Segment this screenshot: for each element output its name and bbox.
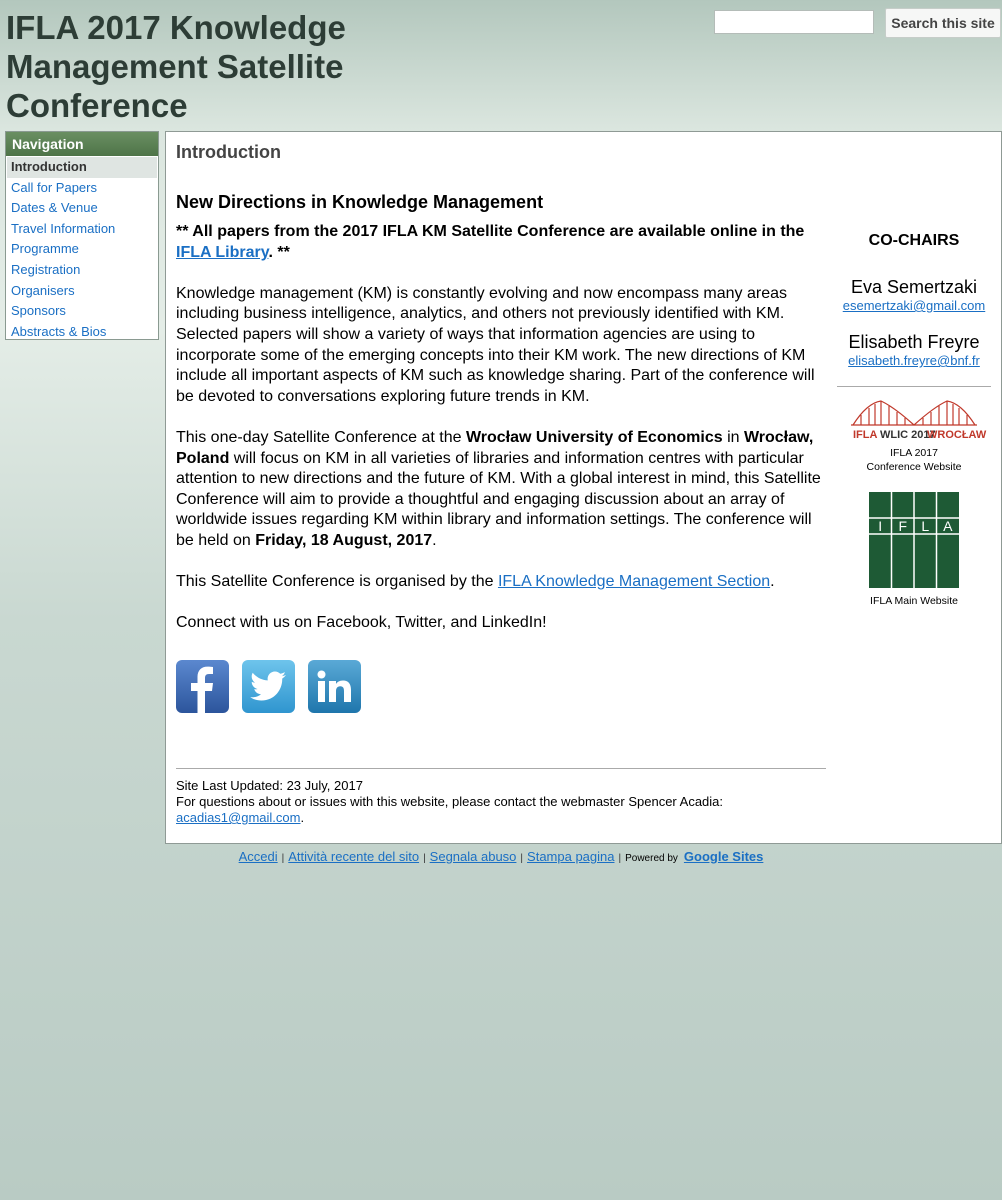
wlic-logo-city: WROCŁAW [927,429,987,441]
ifla-letter-a: A [943,518,953,534]
ifla-main-link[interactable] [836,492,992,608]
wlic-logo-ifla: IFLA [853,429,878,441]
chair-name-2: Elisabeth Freyre [848,332,980,352]
intro-paragraph: Knowledge management (KM) is constantly evolving and now encompass many areas including business intelligence, analytics, and others not previously identified with KM. Selected papers will show a variety of ways that information agencies are using to incorporate some of the emerging concepts into their KM work. The new directions of KM include all important aspects of KM such as knowledge sharing. Part of the conference will be devoted to conversations exploring future trends in KM. [176,284,815,405]
nav-item-abstracts-bios[interactable]: Abstracts & Bios [11,323,107,339]
nav-item-introduction[interactable]: Introduction [7,157,157,178]
main-column [176,192,826,654]
search-button[interactable]: Search this site [885,8,1001,38]
contact-text [176,794,736,826]
organiser-text: This Satellite Conference is organised by the [176,573,498,591]
last-updated: Site Last Updated: 23 July, 2017 [176,778,363,793]
search-input[interactable] [714,10,874,34]
announcement-text: ** All papers from the 2017 IFLA KM Satellite Conference are available online in the [176,223,805,240]
nav-item-call-for-papers[interactable]: Call for Papers [11,179,97,195]
linkedin-icon[interactable] [308,660,361,713]
ifla-caption: IFLA Main Website [870,595,958,607]
ifla-logo [869,492,959,588]
organiser-paragraph [176,572,826,593]
wlic-caption-2: Conference Website [866,461,962,473]
connect-text: Connect with us on Facebook, Twitter, and LinkedIn! [176,614,547,632]
webmaster-email-link[interactable]: acadias1@gmail.com [176,810,301,825]
navigation-header: Navigation [6,132,158,156]
wlic-logo[interactable] [836,397,992,474]
sign-in-link[interactable]: Accedi [238,849,278,864]
nav-item-programme[interactable]: Programme [11,241,79,257]
contact-suffix: . [300,810,305,825]
ifla-letter-i: I [878,518,883,534]
venue-city: Wrocław, Poland [176,428,814,467]
chair-email-1[interactable]: esemertzaki@gmail.com [842,298,986,313]
organiser-suffix: . [770,573,775,591]
wlic-bridge-logo [849,397,987,441]
cochairs-column [836,232,992,608]
powered-by-text: Powered by [625,853,678,864]
venue-text-2: in [722,428,744,446]
venue-date: Friday, 18 August, 2017 [255,531,433,549]
venue-text-3: will focus on KM in all varieties of libraries and information centres with particular attention to new directions and the future of KM. With a global interest in mind, this Satellite Conference will aim to provide a thoughtful and engaging discussion about an array of worldwide issues regarding KM within library and information settings. The conference will be held on [176,449,821,549]
print-page-link[interactable]: Stampa pagina [527,849,615,864]
site-title: IFLA 2017 Knowledge Management Satellite Conference [6,9,346,124]
venue-university: Wrocław University of Economics [465,428,723,446]
cochairs-heading: CO-CHAIRS [868,232,960,249]
nav-item-registration[interactable]: Registration [11,261,81,277]
wlic-caption-1: IFLA 2017 [890,447,938,459]
wlic-logo-year: WLIC 2017 [880,429,936,441]
content-panel [165,131,1002,844]
footer-separator: | [520,853,524,864]
footer-separator: | [281,853,285,864]
venue-text-1: This one-day Satellite Conference at the [176,428,466,446]
page-title: Introduction [176,142,281,162]
venue-paragraph [176,428,826,552]
announcement [176,222,826,263]
twitter-icon[interactable] [242,660,295,713]
ifla-letter-f: F [898,518,908,534]
venue-text-4: . [432,531,437,549]
report-abuse-link[interactable]: Segnala abuso [429,849,517,864]
footer-separator: | [618,853,622,864]
km-section-link[interactable]: IFLA Knowledge Management Section [497,573,771,591]
site-footer [176,778,736,826]
section-heading: New Directions in Knowledge Management [176,192,544,212]
sidebar-divider [837,386,991,387]
nav-item-organisers[interactable]: Organisers [11,282,75,298]
navigation-list [6,156,158,342]
nav-item-dates-venue[interactable]: Dates & Venue [11,200,98,216]
nav-item-sponsors[interactable]: Sponsors [11,303,66,319]
ifla-library-link[interactable]: IFLA Library [176,243,269,261]
chair-name-1: Eva Semertzaki [850,277,978,297]
announcement-suffix: . ** [268,243,290,261]
facebook-icon[interactable] [176,660,229,713]
chair-email-2[interactable]: elisabeth.freyre@bnf.fr [848,353,980,368]
navigation-panel [5,131,159,340]
site-footer-links [0,849,1002,864]
footer-divider [176,768,826,769]
recent-activity-link[interactable]: Attività recente del sito [288,849,420,864]
ifla-letter-l: L [921,518,930,534]
footer-separator: | [423,853,426,864]
nav-item-travel-information[interactable]: Travel Information [11,220,116,236]
google-sites-link[interactable]: Google Sites [683,849,764,864]
contact-message: For questions about or issues with this website, please contact the webmaster Spencer Acadia: [176,794,724,809]
